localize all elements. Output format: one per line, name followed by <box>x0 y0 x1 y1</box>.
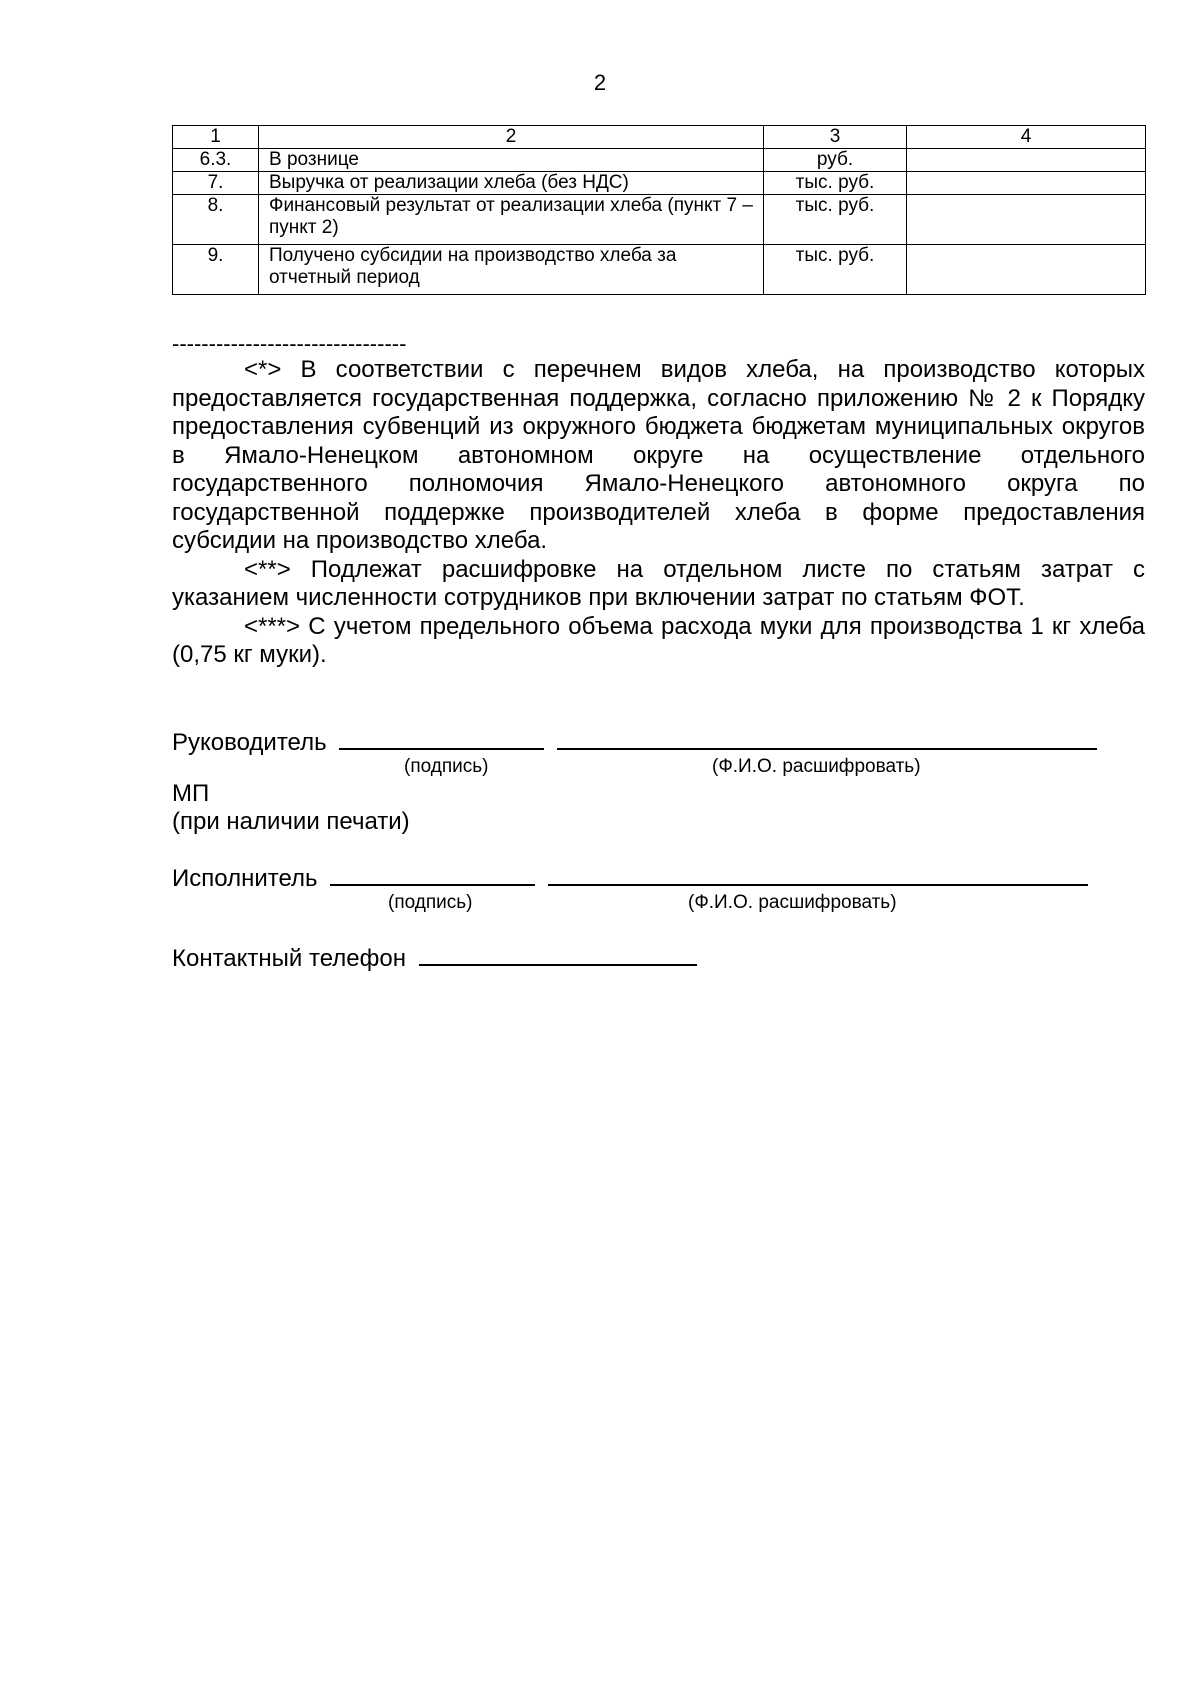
phone-field <box>419 944 697 966</box>
column-header: 3 <box>764 126 907 149</box>
column-header: 1 <box>173 126 259 149</box>
row-name: В рознице <box>259 149 764 172</box>
row-name: Получено субсидии на производство хлеба за отчетный период <box>259 245 764 295</box>
head-signature-field <box>339 728 544 750</box>
row-number: 9. <box>173 245 259 295</box>
executor-name-field <box>548 864 1088 886</box>
table-row <box>173 149 1146 172</box>
stamp-note: (при наличии печати) <box>172 808 410 835</box>
row-value <box>907 149 1146 172</box>
head-signature-line <box>172 728 1097 757</box>
column-header: 2 <box>259 126 764 149</box>
page-number: 2 <box>593 70 607 95</box>
table-row <box>173 195 1146 245</box>
head-label: Руководитель <box>172 729 327 756</box>
footnote-1: <*> В соответствии с перечнем видов хлеба, на производство которых предоставляется государственная поддержка, согласно приложению № 2 к Порядку предоставления субвенций из окружного бюджета бюджетам муниципальных округов в Ямало-Ненецком автономном округе на осуществление отдельного государственного полномочия Ямало-Ненецкого автономного округа по государственной поддержке производителей хлеба в форме предоставления субсидии на производство хлеба. <box>172 356 1145 554</box>
phone-line <box>172 944 697 973</box>
row-unit: тыс. руб. <box>764 172 907 195</box>
head-signature-caption: (подпись) <box>404 756 489 777</box>
row-unit: тыс. руб. <box>764 195 907 245</box>
row-name: Выручка от реализации хлеба (без НДС) <box>259 172 764 195</box>
head-name-field <box>557 728 1097 750</box>
row-name: Финансовый результат от реализации хлеба (пункт 7 – пункт 2) <box>259 195 764 245</box>
head-name-caption: (Ф.И.О. расшифровать) <box>712 756 921 777</box>
executor-name-caption: (Ф.И.О. расшифровать) <box>688 892 897 913</box>
column-header: 4 <box>907 126 1146 149</box>
row-number: 6.3. <box>173 149 259 172</box>
executor-signature-caption: (подпись) <box>388 892 473 913</box>
row-unit: руб. <box>764 149 907 172</box>
row-number: 7. <box>173 172 259 195</box>
footnote-3: <***> С учетом предельного объема расхода муки для производства 1 кг хлеба (0,75 кг муки). <box>172 612 1145 668</box>
row-value <box>907 195 1146 245</box>
data-table <box>172 125 1146 295</box>
row-value <box>907 245 1146 295</box>
executor-label: Исполнитель <box>172 865 318 892</box>
table-header-row <box>173 126 1146 149</box>
row-unit: тыс. руб. <box>764 245 907 295</box>
phone-label: Контактный телефон <box>172 945 406 972</box>
row-number: 8. <box>173 195 259 245</box>
executor-signature-line <box>172 864 1088 893</box>
table-row <box>173 172 1146 195</box>
stamp-label: МП <box>172 780 210 807</box>
footnotes <box>172 356 1145 670</box>
executor-signature-field <box>330 864 535 886</box>
footnote-separator: -------------------------------- <box>172 331 407 356</box>
table-row <box>173 245 1146 295</box>
footnote-2: <**> Подлежат расшифровке на отдельном листе по статьям затрат с указанием численности сотрудников при включении затрат по статьям ФОТ. <box>172 555 1145 611</box>
row-value <box>907 172 1146 195</box>
